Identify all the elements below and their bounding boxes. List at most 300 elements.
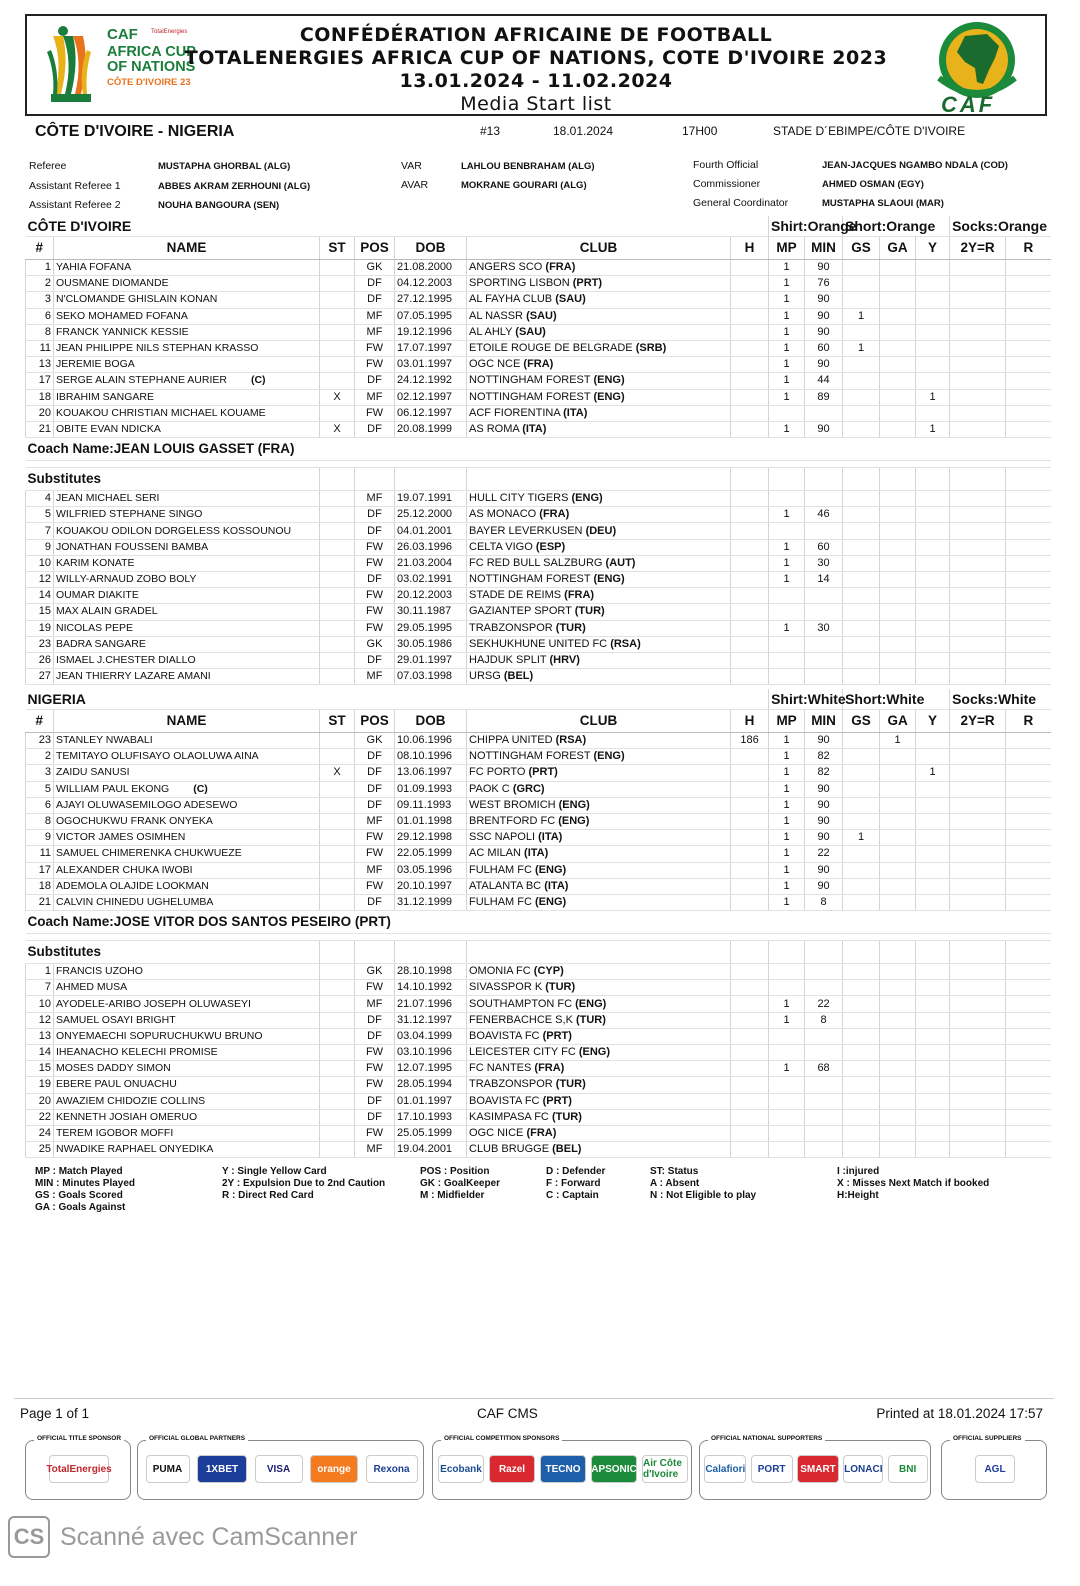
player-status: X	[320, 389, 355, 405]
player-row	[26, 781, 1051, 797]
player-position: FW	[355, 357, 395, 373]
player-yellow	[916, 324, 950, 340]
player-2y	[950, 878, 1006, 894]
player-height	[731, 421, 769, 437]
player-height	[731, 324, 769, 340]
player-club-cell	[467, 507, 731, 523]
player-yellow: 1	[916, 389, 950, 405]
team-name: CÔTE D'IVOIRE	[26, 216, 769, 237]
player-row	[26, 1093, 1051, 1109]
player-gs: 1	[843, 830, 880, 846]
player-min	[805, 1045, 843, 1061]
sponsor-logo: Calafiori	[704, 1455, 746, 1483]
player-club-country: (DEU)	[585, 524, 617, 537]
player-mp: 1	[769, 421, 805, 437]
coach-label: Coach Name:	[27, 441, 114, 457]
player-club-cell	[467, 964, 731, 980]
player-club-cell	[467, 604, 731, 620]
column-header: MP	[769, 237, 805, 260]
player-red	[1006, 797, 1051, 813]
column-header: NAME	[54, 237, 320, 260]
player-club-country: (PRT)	[572, 277, 603, 290]
player-dob: 26.03.1996	[395, 539, 467, 555]
player-status	[320, 260, 355, 276]
player-club: ATALANTA BC	[469, 879, 542, 892]
player-status	[320, 1125, 355, 1141]
player-height	[731, 405, 769, 421]
column-header: MIN	[805, 237, 843, 260]
player-mp: 1	[769, 813, 805, 829]
kit-short: Short:White	[843, 689, 950, 710]
player-name-cell	[54, 636, 320, 652]
player-club: SPORTING LISBON	[469, 277, 570, 290]
player-row	[26, 324, 1051, 340]
player-number: 1	[26, 964, 54, 980]
player-club-country: (TUR)	[555, 1078, 586, 1091]
player-name-cell	[54, 1109, 320, 1125]
official-name: AHMED OSMAN (EGY)	[822, 179, 924, 190]
player-position: FW	[355, 1045, 395, 1061]
player-ga	[880, 830, 916, 846]
player-red	[1006, 996, 1051, 1012]
sponsor-group-label: OFFICIAL GLOBAL PARTNERS	[146, 1435, 248, 1442]
player-status	[320, 1028, 355, 1044]
player-club: AS MONACO	[469, 508, 537, 521]
kit-socks: Socks:White	[950, 689, 1051, 710]
official-name: MOKRANE GOURARI (ALG)	[461, 180, 587, 191]
player-number: 24	[26, 1125, 54, 1141]
player-dob: 07.03.1998	[395, 669, 467, 685]
player-club-country: (ENG)	[571, 492, 603, 505]
player-2y	[950, 539, 1006, 555]
player-position: DF	[355, 797, 395, 813]
player-name-cell	[54, 357, 320, 373]
legend-column	[420, 1166, 500, 1202]
player-height	[731, 813, 769, 829]
player-status: X	[320, 765, 355, 781]
player-min	[805, 964, 843, 980]
player-name-cell	[54, 652, 320, 668]
sponsor-group-label: OFFICIAL COMPETITION SPONSORS	[441, 1435, 562, 1442]
player-gs	[843, 862, 880, 878]
player-gs	[843, 1109, 880, 1125]
player-status	[320, 1061, 355, 1077]
player-club-cell	[467, 373, 731, 389]
official-label: VAR	[401, 160, 422, 172]
player-club-cell	[467, 1061, 731, 1077]
player-club: LEICESTER CITY FC	[469, 1046, 576, 1059]
player-gs	[843, 276, 880, 292]
player-number: 22	[26, 1109, 54, 1125]
player-mp	[769, 964, 805, 980]
sponsor-logo: VISA	[255, 1455, 303, 1483]
sponsor-logo: Razel	[489, 1455, 535, 1483]
player-yellow	[916, 781, 950, 797]
legend-item: ST: Status	[650, 1166, 699, 1177]
player-status	[320, 733, 355, 749]
afcon-line2: OF NATIONS	[107, 59, 196, 75]
player-dob: 30.05.1986	[395, 636, 467, 652]
column-header: CLUB	[467, 237, 731, 260]
player-dob: 08.10.1996	[395, 749, 467, 765]
player-status	[320, 1109, 355, 1125]
player-yellow	[916, 652, 950, 668]
column-header: CLUB	[467, 710, 731, 733]
legend-column	[837, 1166, 989, 1202]
player-min	[805, 604, 843, 620]
player-min	[805, 1028, 843, 1044]
player-position: FW	[355, 830, 395, 846]
player-club-cell	[467, 1045, 731, 1061]
player-2y	[950, 604, 1006, 620]
player-number: 21	[26, 894, 54, 910]
player-name-cell	[54, 733, 320, 749]
player-name: NICOLAS PEPE	[56, 621, 134, 634]
player-min: 22	[805, 996, 843, 1012]
player-red	[1006, 507, 1051, 523]
player-red	[1006, 964, 1051, 980]
player-min: 76	[805, 276, 843, 292]
afcon-line3: CÔTE D'IVOIRE 23	[107, 77, 191, 88]
official-name: MUSTAPHA GHORBAL (ALG)	[158, 161, 291, 172]
player-gs	[843, 636, 880, 652]
sponsor-logo: APSONIC	[591, 1455, 637, 1483]
column-header: GA	[880, 237, 916, 260]
player-row	[26, 813, 1051, 829]
column-header: MIN	[805, 710, 843, 733]
player-number: 9	[26, 539, 54, 555]
player-club-country: (ENG)	[593, 750, 625, 763]
start-list-table	[25, 216, 1051, 685]
player-red	[1006, 421, 1051, 437]
player-club-country: (PRT)	[528, 766, 558, 779]
player-dob: 22.05.1999	[395, 846, 467, 862]
player-yellow	[916, 1125, 950, 1141]
player-yellow	[916, 260, 950, 276]
player-red	[1006, 260, 1051, 276]
player-red	[1006, 1109, 1051, 1125]
player-club-country: (SAU)	[515, 325, 546, 338]
player-row	[26, 260, 1051, 276]
player-2y	[950, 749, 1006, 765]
player-dob: 04.12.2003	[395, 276, 467, 292]
player-number: 3	[26, 292, 54, 308]
player-dob: 31.12.1997	[395, 1012, 467, 1028]
player-row	[26, 588, 1051, 604]
player-min: 82	[805, 765, 843, 781]
player-yellow: 1	[916, 765, 950, 781]
player-club-country: (ENG)	[558, 815, 590, 828]
player-position: FW	[355, 1125, 395, 1141]
player-club: AL AHLY	[469, 325, 513, 338]
player-number: 5	[26, 781, 54, 797]
player-yellow	[916, 1109, 950, 1125]
player-club-country: (ENG)	[593, 573, 625, 586]
player-club: OGC NICE	[469, 1127, 524, 1140]
player-gs	[843, 555, 880, 571]
player-name: TEMITAYO OLUFISAYO OLAOLUWA AINA	[56, 750, 259, 763]
player-red	[1006, 878, 1051, 894]
afcon-caf-text: CAF	[107, 26, 138, 43]
player-row	[26, 1012, 1051, 1028]
player-number: 11	[26, 340, 54, 356]
player-2y	[950, 964, 1006, 980]
player-row	[26, 604, 1051, 620]
player-2y	[950, 1109, 1006, 1125]
document-header	[25, 14, 1047, 116]
player-club-country: (TUR)	[574, 605, 605, 618]
sponsor-logo: LONACI	[843, 1455, 883, 1483]
player-club: CHIPPA UNITED	[469, 734, 553, 747]
player-2y	[950, 405, 1006, 421]
player-status	[320, 507, 355, 523]
player-red	[1006, 620, 1051, 636]
player-status	[320, 491, 355, 507]
player-ga	[880, 276, 916, 292]
player-red	[1006, 781, 1051, 797]
player-name: IBRAHIM SANGARE	[56, 390, 155, 403]
player-height	[731, 373, 769, 389]
player-height	[731, 1093, 769, 1109]
player-club-country: (ITA)	[563, 406, 588, 419]
player-ga	[880, 846, 916, 862]
player-club: OGC NCE	[469, 358, 521, 371]
player-club-cell	[467, 340, 731, 356]
player-mp: 1	[769, 781, 805, 797]
player-name-cell	[54, 862, 320, 878]
player-club-cell	[467, 636, 731, 652]
player-status	[320, 813, 355, 829]
player-ga	[880, 1061, 916, 1077]
player-2y	[950, 572, 1006, 588]
player-min	[805, 405, 843, 421]
player-name-cell	[54, 1125, 320, 1141]
player-mp: 1	[769, 324, 805, 340]
player-mp	[769, 1028, 805, 1044]
player-2y	[950, 652, 1006, 668]
player-status	[320, 1077, 355, 1093]
column-header: ST	[320, 710, 355, 733]
player-ga	[880, 292, 916, 308]
player-status	[320, 276, 355, 292]
player-gs	[843, 421, 880, 437]
spacer-row	[26, 934, 1051, 941]
player-ga	[880, 1077, 916, 1093]
player-name: JONATHAN FOUSSENI BAMBA	[56, 540, 209, 553]
player-dob: 20.12.2003	[395, 588, 467, 604]
player-mp	[769, 636, 805, 652]
player-position: FW	[355, 1077, 395, 1093]
player-name-cell	[54, 1045, 320, 1061]
player-number: 2	[26, 749, 54, 765]
player-name-cell	[54, 894, 320, 910]
player-row	[26, 996, 1051, 1012]
player-row	[26, 1109, 1051, 1125]
footer-divider	[14, 1398, 1054, 1399]
player-status	[320, 308, 355, 324]
player-red	[1006, 389, 1051, 405]
player-2y	[950, 507, 1006, 523]
player-gs	[843, 324, 880, 340]
player-mp: 1	[769, 555, 805, 571]
player-club-country: (AUT)	[605, 556, 636, 569]
player-name: JEREMIE BOGA	[56, 358, 135, 371]
player-gs	[843, 1012, 880, 1028]
player-ga	[880, 539, 916, 555]
player-height	[731, 964, 769, 980]
player-dob: 02.12.1997	[395, 389, 467, 405]
player-row	[26, 862, 1051, 878]
player-gs	[843, 373, 880, 389]
column-header: ST	[320, 237, 355, 260]
player-name: JEAN MICHAEL SERI	[56, 492, 160, 505]
player-status	[320, 572, 355, 588]
player-mp	[769, 1142, 805, 1158]
player-height	[731, 781, 769, 797]
player-dob: 09.11.1993	[395, 797, 467, 813]
player-number: 20	[26, 405, 54, 421]
player-min: 60	[805, 539, 843, 555]
player-name: IHEANACHO KELECHI PROMISE	[56, 1046, 218, 1059]
player-name: SEKO MOHAMED FOFANA	[56, 309, 188, 322]
player-club: FULHAM FC	[469, 863, 532, 876]
player-name: JEAN THIERRY LAZARE AMANI	[56, 670, 211, 683]
player-gs	[843, 389, 880, 405]
player-height	[731, 878, 769, 894]
player-mp	[769, 588, 805, 604]
player-name-cell	[54, 1061, 320, 1077]
player-number: 21	[26, 421, 54, 437]
kit-short: Short:Orange	[843, 216, 950, 237]
footer-system: CAF CMS	[477, 1406, 538, 1421]
player-status	[320, 1142, 355, 1158]
player-dob: 29.12.1998	[395, 830, 467, 846]
player-club-country: (ENG)	[535, 863, 567, 876]
player-height	[731, 491, 769, 507]
sponsor-logo: Rexona	[366, 1455, 418, 1483]
player-red	[1006, 405, 1051, 421]
player-ga	[880, 964, 916, 980]
player-row	[26, 421, 1051, 437]
player-mp	[769, 1093, 805, 1109]
sponsor-group-competition-sponsors	[432, 1435, 692, 1500]
player-mp: 1	[769, 878, 805, 894]
player-club: NOTTINGHAM FOREST	[469, 750, 591, 763]
player-2y	[950, 555, 1006, 571]
player-club-country: (ENG)	[535, 895, 567, 908]
player-status	[320, 669, 355, 685]
player-2y	[950, 620, 1006, 636]
player-gs	[843, 260, 880, 276]
player-2y	[950, 1077, 1006, 1093]
player-club: NOTTINGHAM FOREST	[469, 374, 591, 387]
player-name-cell	[54, 797, 320, 813]
player-row	[26, 894, 1051, 910]
player-club-country: (SAU)	[555, 293, 586, 306]
player-row	[26, 276, 1051, 292]
player-gs	[843, 813, 880, 829]
player-dob: 13.06.1997	[395, 765, 467, 781]
player-min: 44	[805, 373, 843, 389]
player-name: WILLIAM PAUL EKONG	[56, 782, 170, 795]
player-yellow	[916, 507, 950, 523]
player-club-cell	[467, 765, 731, 781]
player-position: MF	[355, 1142, 395, 1158]
player-yellow	[916, 491, 950, 507]
player-dob: 01.09.1993	[395, 781, 467, 797]
player-name: KOUAKOU ODILON DORGELESS KOSSOUNOU	[56, 524, 292, 537]
player-min	[805, 980, 843, 996]
player-club-cell	[467, 781, 731, 797]
player-dob: 14.10.1992	[395, 980, 467, 996]
player-name: SAMUEL CHIMERENKA CHUKWUEZE	[56, 847, 242, 860]
player-height	[731, 357, 769, 373]
column-header: 2Y=R	[950, 237, 1006, 260]
player-dob: 21.07.1996	[395, 996, 467, 1012]
player-ga	[880, 1109, 916, 1125]
player-mp	[769, 652, 805, 668]
player-min: 68	[805, 1061, 843, 1077]
player-row	[26, 846, 1051, 862]
player-club: URSG	[469, 670, 501, 683]
player-height	[731, 539, 769, 555]
column-header: #	[26, 710, 54, 733]
player-row	[26, 357, 1051, 373]
player-red	[1006, 846, 1051, 862]
player-red	[1006, 604, 1051, 620]
player-mp	[769, 523, 805, 539]
player-club-country: (TUR)	[545, 981, 576, 994]
player-yellow	[916, 862, 950, 878]
player-yellow	[916, 588, 950, 604]
official-label: General Coordinator	[693, 197, 789, 209]
player-height	[731, 507, 769, 523]
player-min: 90	[805, 292, 843, 308]
official-name: LAHLOU BENBRAHAM (ALG)	[461, 161, 595, 172]
player-name-cell	[54, 491, 320, 507]
player-2y	[950, 894, 1006, 910]
header-dates: 13.01.2024 - 11.02.2024	[399, 70, 673, 92]
substitutes-header-row	[26, 468, 1051, 491]
legend-item: POS : Position	[420, 1166, 490, 1177]
player-gs	[843, 964, 880, 980]
player-gs	[843, 765, 880, 781]
player-mp: 1	[769, 620, 805, 636]
player-height	[731, 523, 769, 539]
player-yellow	[916, 749, 950, 765]
player-min: 14	[805, 572, 843, 588]
legend-item: 2Y : Expulsion Due to 2nd Caution	[222, 1178, 386, 1189]
substitutes-label: Substitutes	[26, 941, 320, 964]
player-yellow	[916, 1142, 950, 1158]
player-name: VICTOR JAMES OSIMHEN	[56, 831, 186, 844]
player-club-country: (TUR)	[555, 621, 586, 634]
player-mp	[769, 604, 805, 620]
player-dob: 30.11.1987	[395, 604, 467, 620]
player-mp: 1	[769, 340, 805, 356]
player-red	[1006, 555, 1051, 571]
player-number: 9	[26, 830, 54, 846]
player-row	[26, 652, 1051, 668]
player-red	[1006, 523, 1051, 539]
player-name-cell	[54, 260, 320, 276]
player-name: KOUAKOU CHRISTIAN MICHAEL KOUAME	[56, 406, 266, 419]
official-name: MUSTAPHA SLAOUI (MAR)	[822, 198, 944, 209]
player-ga	[880, 572, 916, 588]
player-height	[731, 1045, 769, 1061]
player-club-cell	[467, 308, 731, 324]
player-position: DF	[355, 1028, 395, 1044]
